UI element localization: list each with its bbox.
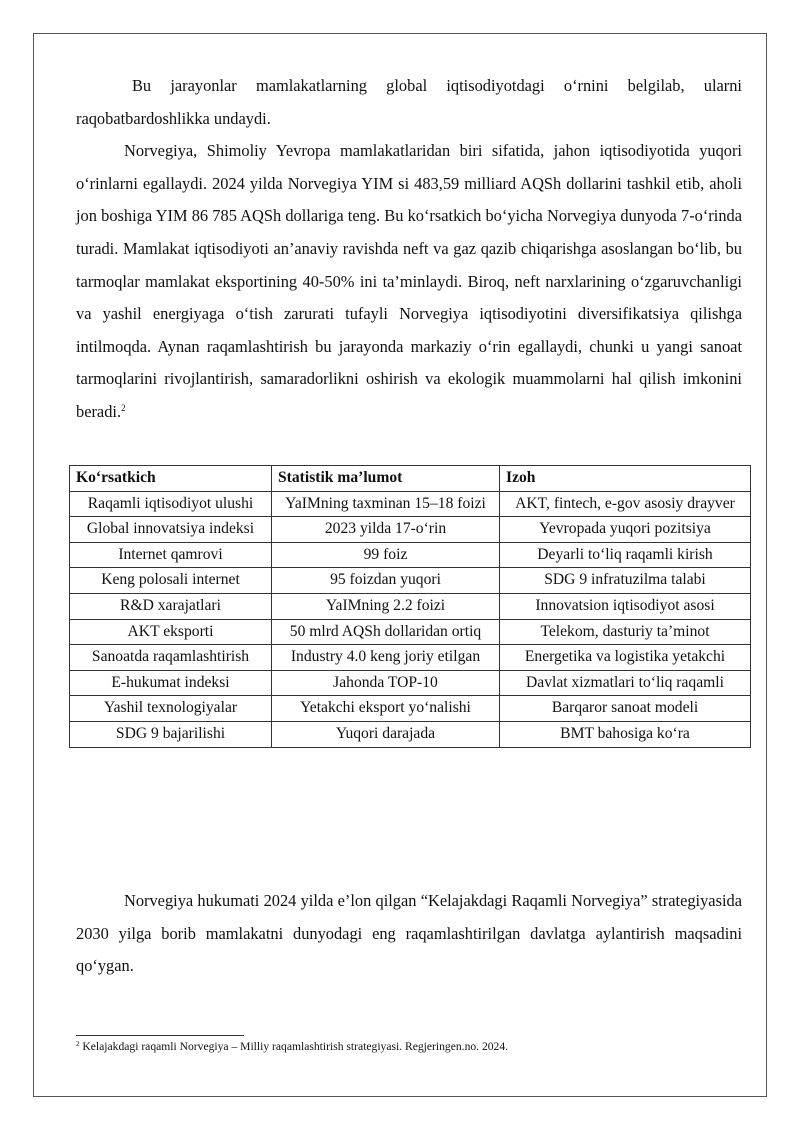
table-cell: 95 foizdan yuqori	[272, 568, 500, 594]
table-cell: Raqamli iqtisodiyot ulushi	[70, 491, 272, 517]
table-cell: R&D xarajatlari	[70, 593, 272, 619]
table-cell: Telekom, dasturiy ta’minot	[500, 619, 751, 645]
header-statistic: Statistik ma’lumot	[272, 466, 500, 492]
header-note: Izoh	[500, 466, 751, 492]
footnote-ref[interactable]: 2	[121, 402, 126, 413]
table-row	[70, 670, 751, 696]
table-cell: BMT bahosiga ko‘ra	[500, 721, 751, 747]
body-text-bottom	[76, 885, 742, 983]
table-row	[70, 542, 751, 568]
table-cell: Energetika va logistika yetakchi	[500, 645, 751, 671]
table-row	[70, 645, 751, 671]
table-cell: Davlat xizmatlari to‘liq raqamli	[500, 670, 751, 696]
table-cell: Yetakchi eksport yo‘nalishi	[272, 696, 500, 722]
footnote-text: Kelajakdagi raqamli Norvegiya – Milliy raqamlashtirish strategiyasi. Regjeringen.no. 2024.	[82, 1040, 509, 1053]
table-row	[70, 593, 751, 619]
table-row	[70, 517, 751, 543]
table-cell: Innovatsion iqtisodiyot asosi	[500, 593, 751, 619]
table-cell: 50 mlrd AQSh dollaridan ortiq	[272, 619, 500, 645]
table-row	[70, 568, 751, 594]
table-cell: E-hukumat indeksi	[70, 670, 272, 696]
table-cell: Yevropada yuqori pozitsiya	[500, 517, 751, 543]
paragraph-1: Bu jarayonlar mamlakatlarning global iqtisodiyotdagi o‘rnini belgilab, ularni raqobatbardoshlikka undaydi.	[76, 76, 742, 128]
footnote-divider	[76, 1035, 244, 1036]
table-cell: Sanoatda raqamlashtirish	[70, 645, 272, 671]
table-cell: 99 foiz	[272, 542, 500, 568]
table-cell: Keng polosali internet	[70, 568, 272, 594]
table-cell: YaIMning 2.2 foizi	[272, 593, 500, 619]
table-cell: Global innovatsiya indeksi	[70, 517, 272, 543]
table-cell: Yashil texnologiyalar	[70, 696, 272, 722]
header-indicator: Ko‘rsatkich	[70, 466, 272, 492]
table-cell: Deyarli to‘liq raqamli kirish	[500, 542, 751, 568]
body-text-top	[76, 70, 742, 429]
table-cell: Internet qamrovi	[70, 542, 272, 568]
table-row	[70, 721, 751, 747]
table-row	[70, 619, 751, 645]
table-cell: 2023 yilda 17-o‘rin	[272, 517, 500, 543]
table-cell: Yuqori darajada	[272, 721, 500, 747]
paragraph-2-text: Norvegiya, Shimoliy Yevropa mamlakatlaridan biri sifatida, jahon iqtisodiyotida yuqori o‘rinlarni egallaydi. 2024 yilda Norvegiya YIM si 483,59 milliard AQSh dollarini tashkil etib, aholi jon boshiga YIM 86 785 AQSh dollariga teng. Bu ko‘rsatkich bo‘yicha Norvegiya dunyoda 7-o‘rinda turadi. Mamlakat iqtisodiyoti an’anaviy ravishda neft va gaz qazib chiqarishga asoslangan bo‘lib, bu tarmoqlar mamlakat eksportining 40-50% ini ta’minlaydi. Biroq, neft narxlarining o‘zgaruvchanligi va yashil energiyaga o‘tish zarurati tufayli Norvegiya iqtisodiyotini diversifikatsiya qilishga intilmoqda. Aynan raqamlashtirish bu jarayonda markaziy o‘rin egallaydi, chunki u yangi sanoat tarmoqlarini rivojlantirish, samaradorlikni oshirish va ekologik muammolarni hal qilish imkonini beradi.	[76, 141, 742, 421]
table-cell: Jahonda TOP-10	[272, 670, 500, 696]
table-cell: Barqaror sanoat modeli	[500, 696, 751, 722]
table-cell: SDG 9 bajarilishi	[70, 721, 272, 747]
table-cell: SDG 9 infratuzilma talabi	[500, 568, 751, 594]
table-cell: Industry 4.0 keng joriy etilgan	[272, 645, 500, 671]
statistics-table	[69, 465, 751, 748]
footnote-number: 2	[76, 1040, 80, 1048]
table-cell: AKT eksporti	[70, 619, 272, 645]
table-header-row	[70, 466, 751, 492]
paragraph-2	[76, 135, 742, 428]
footnote	[76, 1039, 742, 1055]
paragraph-3: Norvegiya hukumati 2024 yilda e’lon qilgan “Kelajakdagi Raqamli Norvegiya” strategiyasida 2030 yilga borib mamlakatni dunyodagi eng raqamlashtirilgan davlatga aylantirish maqsadini qo‘ygan.	[76, 891, 742, 976]
table-cell: YaIMning taxminan 15–18 foizi	[272, 491, 500, 517]
table-row	[70, 491, 751, 517]
table-row	[70, 696, 751, 722]
table-cell: AKT, fintech, e-gov asosiy drayver	[500, 491, 751, 517]
